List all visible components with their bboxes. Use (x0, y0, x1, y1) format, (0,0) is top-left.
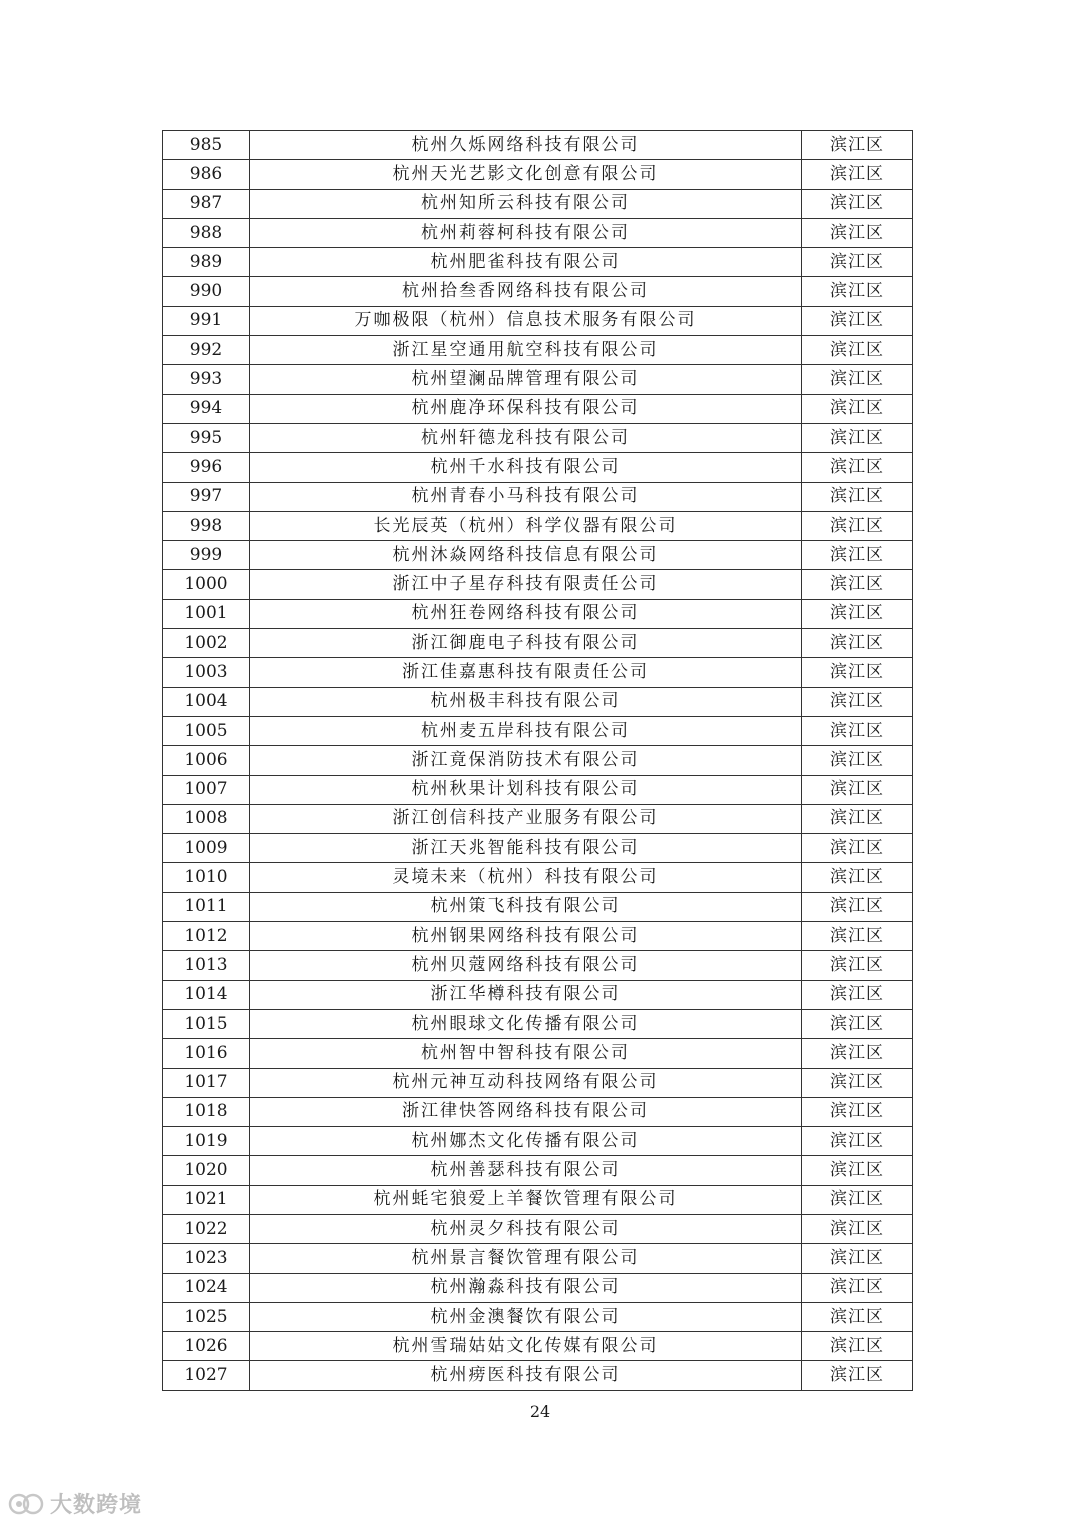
district-cell: 滨江区 (802, 570, 913, 599)
table-row (163, 248, 913, 277)
district-cell: 滨江区 (802, 306, 913, 335)
company-name-cell: 浙江星空通用航空科技有限公司 (250, 336, 802, 365)
table-row (163, 277, 913, 306)
district-cell: 滨江区 (802, 1156, 913, 1185)
district-cell: 滨江区 (802, 658, 913, 687)
company-name-cell: 杭州金澳餐饮有限公司 (250, 1302, 802, 1331)
row-number-cell: 991 (163, 306, 250, 335)
row-number-cell: 1015 (163, 1009, 250, 1038)
district-cell: 滨江区 (802, 599, 913, 628)
district-cell: 滨江区 (802, 511, 913, 540)
row-number-cell: 995 (163, 423, 250, 452)
row-number-cell: 1007 (163, 775, 250, 804)
company-name-cell: 万咖极限（杭州）信息技术服务有限公司 (250, 306, 802, 335)
row-number-cell: 990 (163, 277, 250, 306)
company-name-cell: 杭州拾叁香网络科技有限公司 (250, 277, 802, 306)
district-cell: 滨江区 (802, 189, 913, 218)
row-number-cell: 1009 (163, 834, 250, 863)
row-number-cell: 1017 (163, 1068, 250, 1097)
table-row (163, 922, 913, 951)
district-cell: 滨江区 (802, 804, 913, 833)
company-name-cell: 杭州策飞科技有限公司 (250, 892, 802, 921)
row-number-cell: 1001 (163, 599, 250, 628)
district-cell: 滨江区 (802, 863, 913, 892)
row-number-cell: 986 (163, 160, 250, 189)
row-number-cell: 1008 (163, 804, 250, 833)
district-cell: 滨江区 (802, 1039, 913, 1068)
table-row (163, 1039, 913, 1068)
company-name-cell: 灵境未来（杭州）科技有限公司 (250, 863, 802, 892)
table-row (163, 834, 913, 863)
table-row (163, 716, 913, 745)
row-number-cell: 1013 (163, 951, 250, 980)
table-row (163, 482, 913, 511)
district-cell: 滨江区 (802, 922, 913, 951)
row-number-cell: 1016 (163, 1039, 250, 1068)
table-row (163, 423, 913, 452)
table-row (163, 1302, 913, 1331)
table-row (163, 863, 913, 892)
row-number-cell: 988 (163, 218, 250, 247)
company-name-cell: 杭州天光艺影文化创意有限公司 (250, 160, 802, 189)
table-row (163, 1185, 913, 1214)
row-number-cell: 1011 (163, 892, 250, 921)
row-number-cell: 1014 (163, 980, 250, 1009)
company-name-cell: 杭州鹿净环保科技有限公司 (250, 394, 802, 423)
row-number-cell: 987 (163, 189, 250, 218)
company-name-cell: 杭州灵夕科技有限公司 (250, 1214, 802, 1243)
row-number-cell: 1026 (163, 1332, 250, 1361)
row-number-cell: 1025 (163, 1302, 250, 1331)
table-row (163, 511, 913, 540)
table-row (163, 1097, 913, 1126)
district-cell: 滨江区 (802, 1214, 913, 1243)
table-row (163, 394, 913, 423)
district-cell: 滨江区 (802, 453, 913, 482)
district-cell: 滨江区 (802, 218, 913, 247)
company-name-cell: 杭州轩德龙科技有限公司 (250, 423, 802, 452)
row-number-cell: 1003 (163, 658, 250, 687)
table-row (163, 1273, 913, 1302)
company-name-cell: 浙江竟保消防技术有限公司 (250, 746, 802, 775)
table-row (163, 1156, 913, 1185)
company-name-cell: 长光辰英（杭州）科学仪器有限公司 (250, 511, 802, 540)
company-name-cell: 杭州眼球文化传播有限公司 (250, 1009, 802, 1038)
row-number-cell: 998 (163, 511, 250, 540)
table-body (163, 131, 913, 1391)
company-name-cell: 杭州沐焱网络科技信息有限公司 (250, 541, 802, 570)
company-name-cell: 浙江佳嘉惠科技有限责任公司 (250, 658, 802, 687)
row-number-cell: 1012 (163, 922, 250, 951)
district-cell: 滨江区 (802, 1097, 913, 1126)
row-number-cell: 1023 (163, 1244, 250, 1273)
company-list-table (162, 130, 913, 1391)
table-row (163, 1068, 913, 1097)
district-cell: 滨江区 (802, 1244, 913, 1273)
district-cell: 滨江区 (802, 131, 913, 160)
district-cell: 滨江区 (802, 1332, 913, 1361)
row-number-cell: 1010 (163, 863, 250, 892)
table-row (163, 746, 913, 775)
district-cell: 滨江区 (802, 716, 913, 745)
table-row (163, 804, 913, 833)
company-name-cell: 浙江御鹿电子科技有限公司 (250, 629, 802, 658)
company-name-cell: 杭州娜杰文化传播有限公司 (250, 1127, 802, 1156)
company-name-cell: 浙江天兆智能科技有限公司 (250, 834, 802, 863)
table-row (163, 951, 913, 980)
table-row (163, 189, 913, 218)
company-name-cell: 杭州麦五岸科技有限公司 (250, 716, 802, 745)
company-name-cell: 杭州蚝宅狼爱上羊餐饮管理有限公司 (250, 1185, 802, 1214)
district-cell: 滨江区 (802, 1273, 913, 1302)
row-number-cell: 1000 (163, 570, 250, 599)
row-number-cell: 1005 (163, 716, 250, 745)
row-number-cell: 1024 (163, 1273, 250, 1302)
district-cell: 滨江区 (802, 629, 913, 658)
district-cell: 滨江区 (802, 775, 913, 804)
district-cell: 滨江区 (802, 1361, 913, 1390)
page-number: 24 (529, 1402, 551, 1421)
company-name-cell: 杭州肥雀科技有限公司 (250, 248, 802, 277)
company-name-cell: 浙江华樽科技有限公司 (250, 980, 802, 1009)
table-row (163, 306, 913, 335)
company-name-cell: 杭州久烁网络科技有限公司 (250, 131, 802, 160)
company-name-cell: 杭州极丰科技有限公司 (250, 687, 802, 716)
company-name-cell: 杭州钢果网络科技有限公司 (250, 922, 802, 951)
company-name-cell: 杭州秋果计划科技有限公司 (250, 775, 802, 804)
table-row (163, 687, 913, 716)
district-cell: 滨江区 (802, 834, 913, 863)
company-name-cell: 杭州雪瑞姑姑文化传媒有限公司 (250, 1332, 802, 1361)
row-number-cell: 1021 (163, 1185, 250, 1214)
district-cell: 滨江区 (802, 746, 913, 775)
company-name-cell: 浙江律快答网络科技有限公司 (250, 1097, 802, 1126)
company-name-cell: 杭州景言餐饮管理有限公司 (250, 1244, 802, 1273)
district-cell: 滨江区 (802, 336, 913, 365)
district-cell: 滨江区 (802, 541, 913, 570)
table-row (163, 160, 913, 189)
row-number-cell: 997 (163, 482, 250, 511)
district-cell: 滨江区 (802, 423, 913, 452)
district-cell: 滨江区 (802, 394, 913, 423)
company-name-cell: 杭州千水科技有限公司 (250, 453, 802, 482)
company-name-cell: 杭州狂卷网络科技有限公司 (250, 599, 802, 628)
company-name-cell: 浙江中子星存科技有限责任公司 (250, 570, 802, 599)
table-row (163, 1214, 913, 1243)
row-number-cell: 1019 (163, 1127, 250, 1156)
company-name-cell: 杭州善瑟科技有限公司 (250, 1156, 802, 1185)
row-number-cell: 1006 (163, 746, 250, 775)
row-number-cell: 994 (163, 394, 250, 423)
company-name-cell: 杭州智中智科技有限公司 (250, 1039, 802, 1068)
table-row (163, 1332, 913, 1361)
district-cell: 滨江区 (802, 365, 913, 394)
table-row (163, 775, 913, 804)
table-row (163, 1127, 913, 1156)
row-number-cell: 992 (163, 336, 250, 365)
table-row (163, 570, 913, 599)
district-cell: 滨江区 (802, 951, 913, 980)
row-number-cell: 1022 (163, 1214, 250, 1243)
district-cell: 滨江区 (802, 687, 913, 716)
district-cell: 滨江区 (802, 482, 913, 511)
row-number-cell: 1018 (163, 1097, 250, 1126)
row-number-cell: 999 (163, 541, 250, 570)
row-number-cell: 996 (163, 453, 250, 482)
table-row (163, 336, 913, 365)
district-cell: 滨江区 (802, 1127, 913, 1156)
district-cell: 滨江区 (802, 892, 913, 921)
row-number-cell: 1002 (163, 629, 250, 658)
company-name-cell: 杭州知所云科技有限公司 (250, 189, 802, 218)
company-name-cell: 杭州贝蔻网络科技有限公司 (250, 951, 802, 980)
company-name-cell: 杭州莉蓉柯科技有限公司 (250, 218, 802, 247)
company-name-cell: 杭州痨医科技有限公司 (250, 1361, 802, 1390)
watermark-text: 大数跨境 (50, 1493, 143, 1518)
table-row (163, 980, 913, 1009)
table-row (163, 365, 913, 394)
company-name-cell: 杭州瀚淼科技有限公司 (250, 1273, 802, 1302)
district-cell: 滨江区 (802, 277, 913, 306)
company-name-cell: 杭州望澜品牌管理有限公司 (250, 365, 802, 394)
district-cell: 滨江区 (802, 1185, 913, 1214)
table-row (163, 1361, 913, 1390)
watermark-logo-icon (8, 1490, 44, 1518)
company-name-cell: 杭州元神互动科技网络有限公司 (250, 1068, 802, 1097)
row-number-cell: 1027 (163, 1361, 250, 1390)
table-row (163, 218, 913, 247)
district-cell: 滨江区 (802, 1302, 913, 1331)
table-row (163, 629, 913, 658)
row-number-cell: 985 (163, 131, 250, 160)
row-number-cell: 993 (163, 365, 250, 394)
table-row (163, 453, 913, 482)
table-row (163, 892, 913, 921)
district-cell: 滨江区 (802, 160, 913, 189)
table-row (163, 1244, 913, 1273)
district-cell: 滨江区 (802, 1009, 913, 1038)
table-row (163, 658, 913, 687)
company-name-cell: 杭州青春小马科技有限公司 (250, 482, 802, 511)
row-number-cell: 1020 (163, 1156, 250, 1185)
district-cell: 滨江区 (802, 980, 913, 1009)
table-row (163, 131, 913, 160)
district-cell: 滨江区 (802, 1068, 913, 1097)
table-row (163, 1009, 913, 1038)
district-cell: 滨江区 (802, 248, 913, 277)
table-row (163, 541, 913, 570)
row-number-cell: 1004 (163, 687, 250, 716)
row-number-cell: 989 (163, 248, 250, 277)
table-row (163, 599, 913, 628)
company-name-cell: 浙江创信科技产业服务有限公司 (250, 804, 802, 833)
watermark (8, 1488, 142, 1519)
